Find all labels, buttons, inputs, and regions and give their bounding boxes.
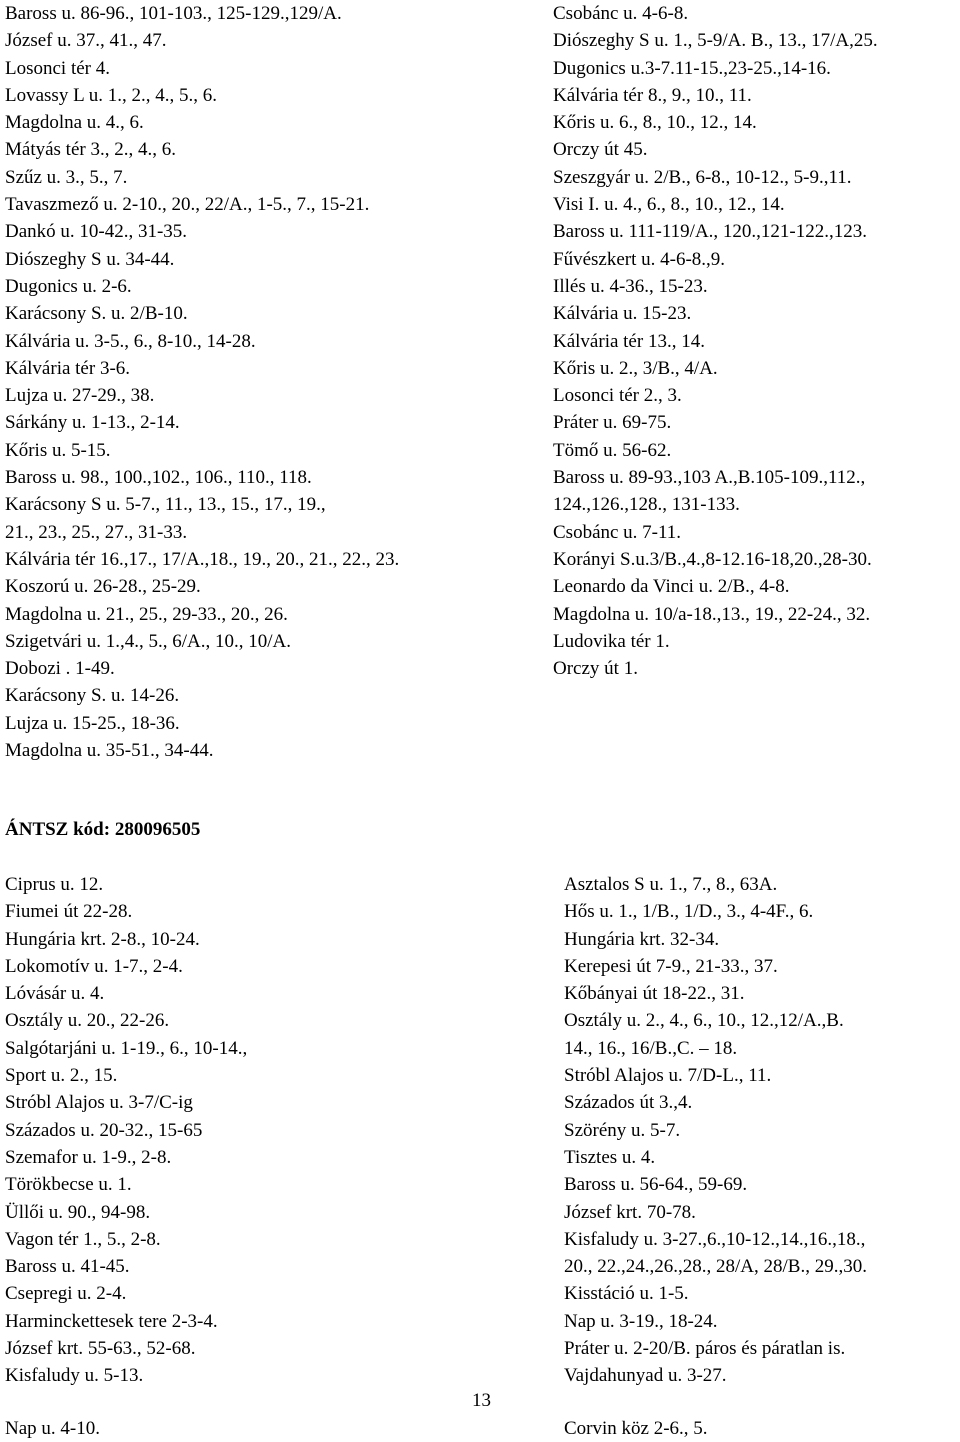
address-line: Sárkány u. 1-13., 2-14.	[5, 412, 180, 434]
address-line: Salgótarjáni u. 1-19., 6., 10-14.,	[5, 1037, 248, 1059]
address-line: Vajdahunyad u. 3-27.	[564, 1365, 727, 1387]
address-line: Baross u. 98., 100.,102., 106., 110., 118.	[5, 467, 312, 489]
address-line: Orczy út 45.	[553, 139, 648, 161]
address-line: Tavaszmező u. 2-10., 20., 22/A., 1-5., 7., 15-21.	[5, 194, 370, 216]
address-line: Práter u. 2-20/B. páros és páratlan is.	[564, 1338, 846, 1360]
address-line: Mátyás tér 3., 2., 4., 6.	[5, 139, 176, 161]
address-line: Kerepesi út 7-9., 21-33., 37.	[564, 955, 778, 977]
address-line: Baross u. 89-93.,103 A.,B.105-109.,112.,	[553, 467, 866, 489]
address-line: Diószeghy S u. 34-44.	[5, 248, 175, 270]
address-line: Kálvária tér 16.,17., 17/A.,18., 19., 20., 21., 22., 23.	[5, 548, 400, 570]
address-line: Hungária krt. 32-34.	[564, 928, 720, 950]
address-line: Nap u. 4-10.	[5, 1418, 100, 1439]
address-line: Hungária krt. 2-8., 10-24.	[5, 928, 200, 950]
address-line: Százados u. 20-32., 15-65	[5, 1119, 203, 1141]
section1-right-column	[553, 0, 878, 682]
address-line: Lovassy L u. 1., 2., 4., 5., 6.	[5, 84, 217, 106]
section1-left-column	[5, 0, 399, 764]
address-line: Leonardo da Vinci u. 2/B., 4-8.	[553, 576, 790, 598]
address-line: Asztalos S u. 1., 7., 8., 63A.	[564, 874, 778, 895]
address-line: Szeszgyár u. 2/B., 6-8., 10-12., 5-9.,11.	[553, 166, 852, 188]
address-line: Baross u. 41-45.	[5, 1256, 130, 1278]
address-line: József krt. 70-78.	[564, 1201, 696, 1223]
address-line: Práter u. 69-75.	[553, 412, 672, 434]
address-line: Karácsony S. u. 2/B-10.	[5, 303, 188, 325]
address-line: Tisztes u. 4.	[564, 1146, 656, 1168]
address-line: Magdolna u. 35-51., 34-44.	[5, 740, 214, 762]
address-line: Baross u. 56-64., 59-69.	[564, 1174, 748, 1196]
address-line: Dankó u. 10-42., 31-35.	[5, 221, 188, 243]
address-line: Osztály u. 2., 4., 6., 10., 12.,12/A.,B.	[564, 1010, 844, 1032]
address-line: Százados út 3.,4.	[564, 1092, 693, 1114]
address-line: József krt. 55-63., 52-68.	[5, 1338, 196, 1360]
section2-right-column	[564, 871, 867, 1390]
address-line: Kisstáció u. 1-5.	[564, 1283, 689, 1305]
address-line: Ciprus u. 12.	[5, 874, 104, 895]
address-line: Koszorú u. 26-28., 25-29.	[5, 576, 201, 598]
address-line: József u. 37., 41., 47.	[5, 30, 167, 52]
address-line: Hős u. 1., 1/B., 1/D., 3., 4-4F., 6.	[564, 901, 814, 923]
address-line: Kálvária tér 8., 9., 10., 11.	[553, 84, 752, 106]
address-line: Baross u. 86-96., 101-103., 125-129.,129/A.	[5, 3, 342, 24]
address-line: Stróbl Alajos u. 3-7/C-ig	[5, 1092, 193, 1114]
antsz-code-heading: ÁNTSZ kód: 280096505	[5, 819, 201, 840]
address-line: Kálvária u. 15-23.	[553, 303, 692, 325]
address-line: Csobánc u. 7-11.	[553, 521, 682, 543]
address-line: Magdolna u. 4., 6.	[5, 112, 144, 134]
address-line: Harminckettesek tere 2-3-4.	[5, 1310, 218, 1332]
address-line: Dugonics u. 2-6.	[5, 275, 132, 297]
address-line: Kőris u. 2., 3/B., 4/A.	[553, 357, 718, 379]
address-line: Törökbecse u. 1.	[5, 1174, 132, 1196]
address-line: Szörény u. 5-7.	[564, 1119, 681, 1141]
address-line: Illés u. 4-36., 15-23.	[553, 275, 708, 297]
address-line: Lokomotív u. 1-7., 2-4.	[5, 955, 183, 977]
address-line: Vagon tér 1., 5., 2-8.	[5, 1228, 161, 1250]
address-line: Korányi S.u.3/B.,4.,8-12.16-18,20.,28-30.	[553, 548, 872, 570]
address-line: Fiumei út 22-28.	[5, 901, 133, 923]
address-line: Ludovika tér 1.	[553, 630, 670, 652]
address-line: Tömő u. 56-62.	[553, 439, 672, 461]
address-line: Kálvária u. 3-5., 6., 8-10., 14-28.	[5, 330, 256, 352]
address-line: Kisfaludy u. 3-27.,6.,10-12.,14.,16.,18.,	[564, 1228, 866, 1250]
address-line: Kőris u. 5-15.	[5, 439, 111, 461]
address-line: Szűz u. 3., 5., 7.	[5, 166, 128, 188]
address-line: Losonci tér 4.	[5, 57, 111, 79]
address-line: Csobánc u. 4-6-8.	[553, 3, 689, 24]
address-line: Kőbányai út 18-22., 31.	[564, 983, 745, 1005]
address-line: Stróbl Alajos u. 7/D-L., 11.	[564, 1065, 772, 1087]
address-line: Kisfaludy u. 5-13.	[5, 1365, 144, 1387]
address-line: 124.,126.,128., 131-133.	[553, 494, 740, 516]
address-line: 20., 22.,24.,26.,28., 28/A, 28/B., 29.,30.	[564, 1256, 867, 1278]
address-line: Kőris u. 6., 8., 10., 12., 14.	[553, 112, 757, 134]
address-line: Baross u. 111-119/A., 120.,121-122.,123.	[553, 221, 868, 243]
address-line: Sport u. 2., 15.	[5, 1065, 118, 1087]
address-line: Fűvészkert u. 4-6-8.,9.	[553, 248, 726, 270]
address-line: Lujza u. 15-25., 18-36.	[5, 712, 180, 734]
address-line: Üllői u. 90., 94-98.	[5, 1201, 151, 1223]
address-line: Visi I. u. 4., 6., 8., 10., 12., 14.	[553, 194, 785, 216]
address-line: Magdolna u. 10/a-18.,13., 19., 22-24., 32.	[553, 603, 871, 625]
address-line: Szigetvári u. 1.,4., 5., 6/A., 10., 10/A.	[5, 630, 292, 652]
address-line: Osztály u. 20., 22-26.	[5, 1010, 170, 1032]
address-line: Magdolna u. 21., 25., 29-33., 20., 26.	[5, 603, 288, 625]
page-number: 13	[472, 1390, 491, 1411]
address-line: Lujza u. 27-29., 38.	[5, 385, 155, 407]
address-line: Diószeghy S u. 1., 5-9/A. B., 13., 17/A,25.	[553, 30, 878, 52]
section2-left-column	[5, 871, 247, 1390]
address-line: 21., 23., 25., 27., 31-33.	[5, 521, 188, 543]
address-line: Szemafor u. 1-9., 2-8.	[5, 1146, 172, 1168]
address-line: Lóvásár u. 4.	[5, 983, 105, 1005]
address-line: Karácsony S. u. 14-26.	[5, 685, 180, 707]
address-line: Kálvária tér 3-6.	[5, 357, 131, 379]
address-line: Nap u. 3-19., 18-24.	[564, 1310, 718, 1332]
address-line: Dugonics u.3-7.11-15.,23-25.,14-16.	[553, 57, 831, 79]
address-line: Kálvária tér 13., 14.	[553, 330, 705, 352]
address-line: Orczy út 1.	[553, 658, 638, 680]
address-line: Corvin köz 2-6., 5.	[564, 1418, 708, 1439]
address-line: Csepregi u. 2-4.	[5, 1283, 127, 1305]
address-line: Karácsony S u. 5-7., 11., 13., 15., 17., 19.,	[5, 494, 326, 516]
address-line: Losonci tér 2., 3.	[553, 385, 682, 407]
address-line: 14., 16., 16/B.,C. – 18.	[564, 1037, 738, 1059]
address-line: Dobozi . 1-49.	[5, 658, 115, 680]
